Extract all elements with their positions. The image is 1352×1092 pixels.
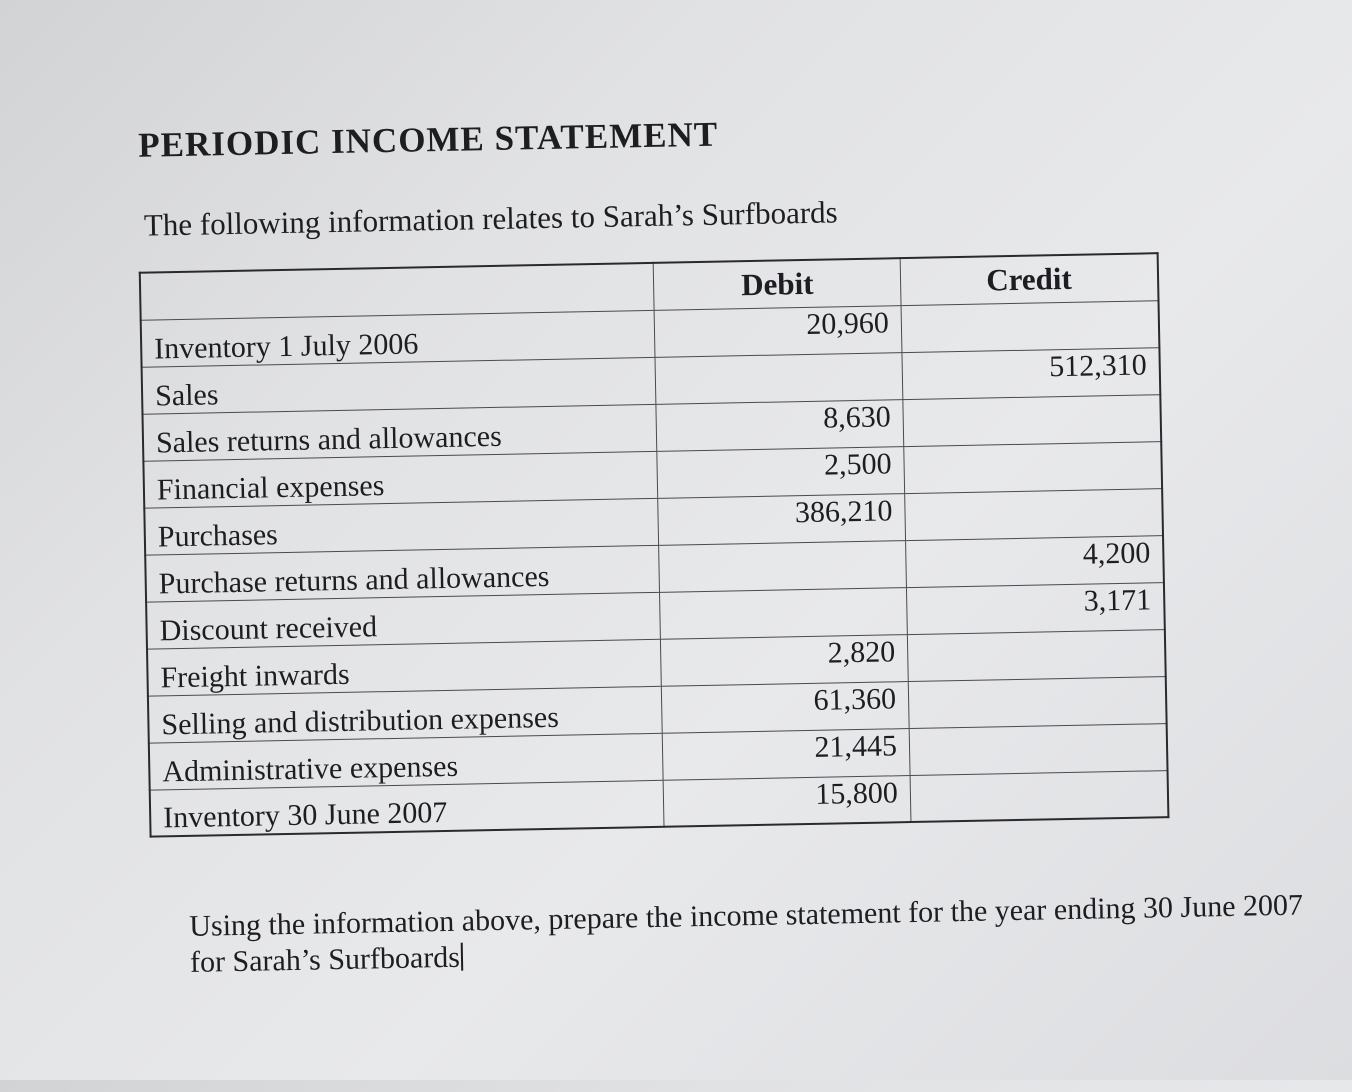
row-credit <box>908 676 1166 728</box>
row-debit: 20,960 <box>654 305 901 357</box>
row-debit <box>655 352 902 404</box>
intro-text: The following information relates to Sarah’s Surfboards <box>143 194 838 243</box>
document-title: PERIODIC INCOME STATEMENT <box>137 114 719 165</box>
row-label: Sales returns and allowances <box>142 404 657 461</box>
row-label: Discount received <box>146 592 661 649</box>
row-credit: 4,200 <box>906 535 1164 587</box>
row-label: Selling and distribution expenses <box>148 686 663 743</box>
row-label: Inventory 30 June 2007 <box>150 780 665 837</box>
row-credit <box>903 394 1161 446</box>
row-credit <box>904 441 1162 493</box>
row-label: Administrative expenses <box>149 733 664 790</box>
row-credit <box>907 629 1165 681</box>
row-debit: 386,210 <box>658 493 905 545</box>
row-credit <box>901 300 1159 352</box>
text-cursor <box>461 943 464 971</box>
row-label: Sales <box>142 357 657 414</box>
row-debit <box>660 587 907 639</box>
row-credit: 512,310 <box>902 347 1160 399</box>
row-label: Inventory 1 July 2006 <box>141 310 656 367</box>
header-credit: Credit <box>900 253 1158 305</box>
trial-balance-table <box>139 252 1170 837</box>
row-debit <box>659 540 906 592</box>
row-label: Purchase returns and allowances <box>145 545 660 602</box>
row-debit: 8,630 <box>656 399 903 451</box>
row-label: Purchases <box>144 498 659 555</box>
row-debit: 61,360 <box>662 681 909 733</box>
row-credit <box>910 770 1168 822</box>
row-debit: 2,820 <box>661 634 908 686</box>
row-debit: 21,445 <box>663 728 910 780</box>
row-label: Financial expenses <box>143 451 658 508</box>
instruction-text[interactable] <box>189 887 1330 981</box>
row-credit <box>909 723 1167 775</box>
header-debit: Debit <box>654 258 901 310</box>
instruction-content: Using the information above, prepare the income statement for the year ending 30 June 2007 for Sarah’s Surfboards <box>189 888 1304 979</box>
row-label: Freight inwards <box>147 639 662 696</box>
row-credit: 3,171 <box>906 582 1164 634</box>
row-debit: 15,800 <box>664 775 911 827</box>
row-credit <box>905 488 1163 540</box>
row-debit: 2,500 <box>657 446 904 498</box>
